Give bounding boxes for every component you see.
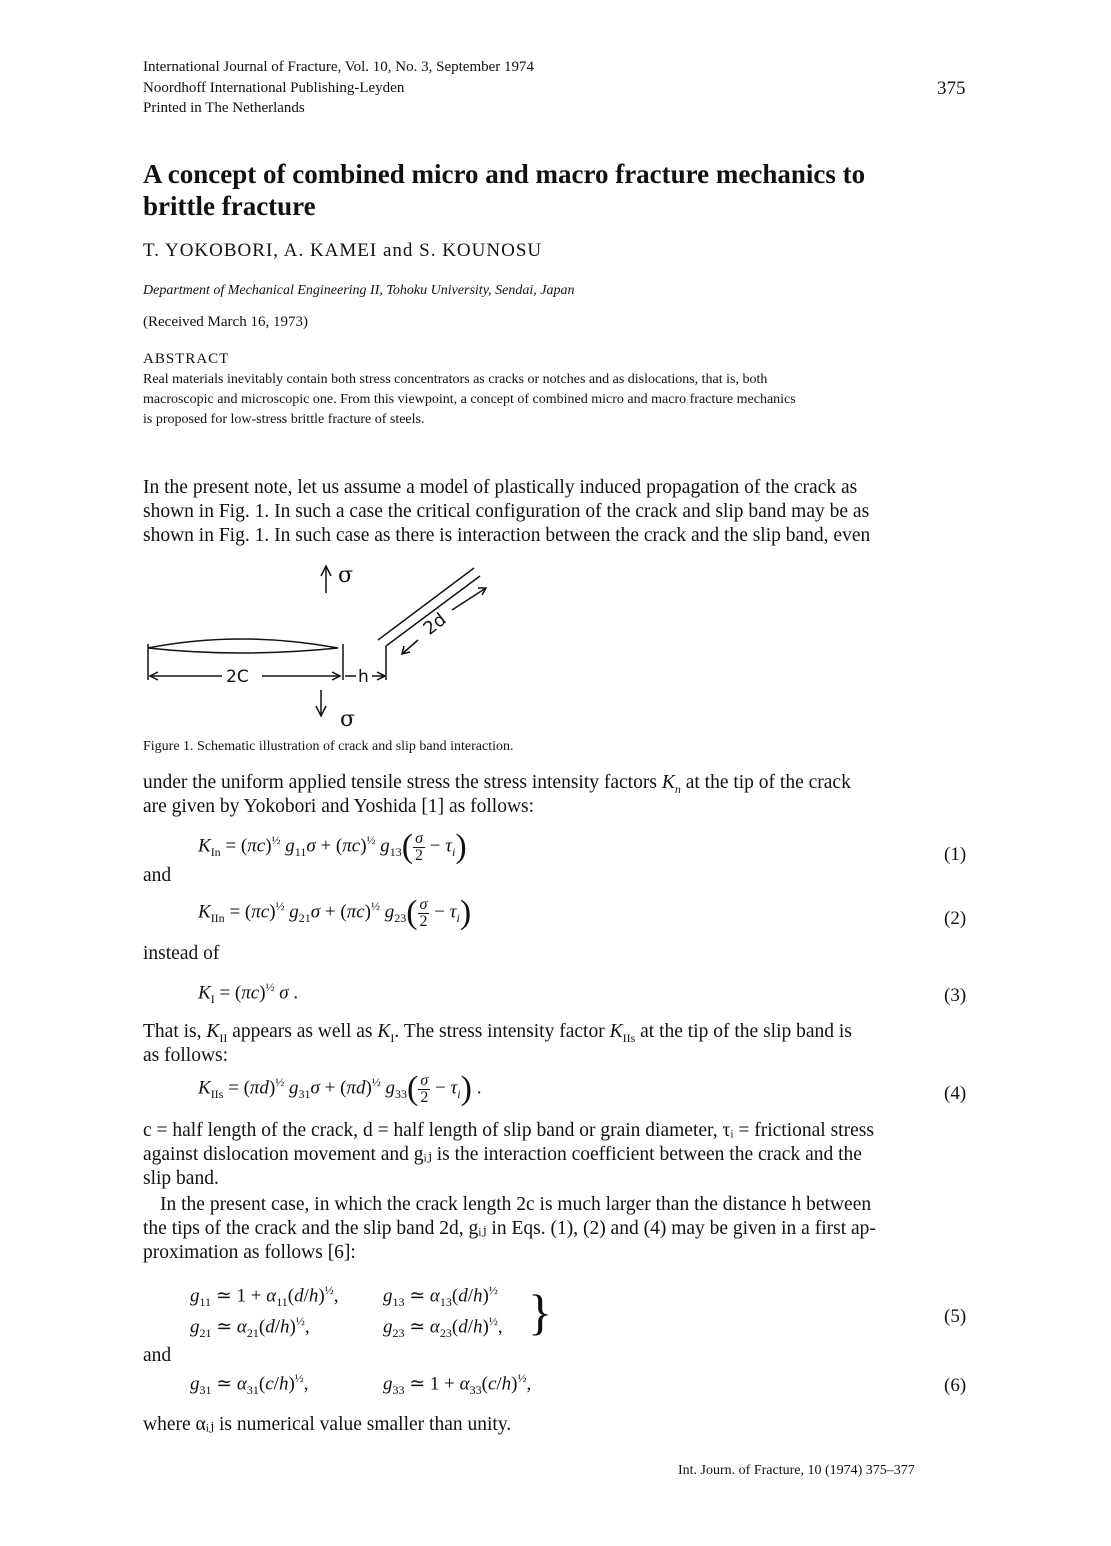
p4-line-1: In the present case, in which the crack length 2c is much larger than the distance h between bbox=[160, 1194, 872, 1215]
p3-line-3: slip band. bbox=[143, 1168, 219, 1189]
equation-3: $K_I = (\pi c)^{\frac{1}{2}}$ σ . bbox=[198, 980, 299, 1007]
publisher-line: Noordhoff International Publishing-Leyden bbox=[143, 80, 405, 96]
label-h: h bbox=[358, 667, 369, 687]
label-2c: 2C bbox=[226, 667, 249, 687]
equation-1: $K_{In} = (\pi c)^{\frac{1}{2}}$ $g_{11}\sigma + (\pi c)^{\frac{1}{2}}$ $g_{13}$( $\frac{\sigma}{2}$ − $\tau_i$) bbox=[198, 828, 467, 865]
intro-line-1: In the present note, let us assume a model of plastically induced propagation of the crack as bbox=[143, 477, 858, 498]
sigma-bottom-label: σ bbox=[340, 707, 356, 732]
equation-4-number: (4) bbox=[944, 1083, 967, 1104]
abstract-heading: ABSTRACT bbox=[143, 351, 230, 367]
equation-2: $K_{IIn} = (\pi c)^{\frac{1}{2}}$ $g_{21}\sigma + (\pi c)^{\frac{1}{2}}$ $g_{23}$( $\frac{\sigma}{2}$ − $\tau_i$) bbox=[198, 894, 472, 931]
intro-line-3: shown in Fig. 1. In such case as there is interaction between the crack and the slip band, even bbox=[143, 525, 871, 546]
instead-of: instead of bbox=[143, 943, 220, 964]
final-line: where αᵢⱼ is numerical value smaller than unity. bbox=[143, 1414, 512, 1435]
and-1: and bbox=[143, 865, 172, 886]
equation-3-number: (3) bbox=[944, 985, 967, 1006]
p3-line-2: against dislocation movement and gᵢⱼ is the interaction coefficient between the crack and the bbox=[143, 1144, 862, 1165]
p4-line-3: proximation as follows [6]: bbox=[143, 1242, 356, 1263]
equation-5a: $g_{11}$ ≃ $1 + \alpha_{11}(d/h)^{\frac{1}{2}}$, bbox=[190, 1283, 339, 1310]
equation-6b: $g_{33}$ ≃ $1 + \alpha_{33}(c/h)^{\frac{1}{2}}$, bbox=[383, 1371, 532, 1398]
equation-6-number: (6) bbox=[944, 1375, 967, 1396]
affiliation: Department of Mechanical Engineering II, Tohoku University, Sendai, Japan bbox=[143, 283, 575, 298]
p2-line-2: as follows: bbox=[143, 1045, 229, 1066]
equation-5-number: (5) bbox=[944, 1306, 967, 1327]
equation-5d: $g_{23}$ ≃ $\alpha_{23}(d/h)^{\frac{1}{2}}$, bbox=[383, 1314, 503, 1341]
figure-crack-slip-band bbox=[140, 558, 500, 733]
title-line-1: A concept of combined micro and macro fracture mechanics to bbox=[143, 159, 866, 189]
abstract-line-3: is proposed for low-stress brittle fracture of steels. bbox=[143, 412, 425, 427]
p3-line-1: c = half length of the crack, d = half length of slip band or grain diameter, τᵢ = frictional stress bbox=[143, 1120, 874, 1141]
p1-line-1: under the uniform applied tensile stress the stress intensity factors $K_n$ at the tip of the crack bbox=[143, 772, 851, 796]
equation-5-brace: } bbox=[528, 1284, 552, 1340]
and-2: and bbox=[143, 1345, 172, 1366]
figure-caption: Figure 1. Schematic illustration of crack and slip band interaction. bbox=[143, 739, 514, 754]
received-date: (Received March 16, 1973) bbox=[143, 314, 308, 330]
authors: T. YOKOBORI, A. KAMEI and S. KOUNOSU bbox=[143, 240, 543, 261]
equation-4: $K_{IIs} = (\pi d)^{\frac{1}{2}}$ $g_{31}\sigma + (\pi d)^{\frac{1}{2}}$ $g_{33}$( $\frac{\sigma}{2}$ − $\tau_i$) . bbox=[198, 1070, 482, 1107]
p1-line-2: are given by Yokobori and Yoshida [1] as follows: bbox=[143, 796, 535, 817]
intro-line-2: shown in Fig. 1. In such a case the critical configuration of the crack and slip band may be as bbox=[143, 501, 870, 522]
journal-line: International Journal of Fracture, Vol. 10, No. 3, September 1974 bbox=[143, 59, 535, 75]
printed-line: Printed in The Netherlands bbox=[143, 100, 305, 116]
equation-6a: $g_{31}$ ≃ $\alpha_{31}(c/h)^{\frac{1}{2}}$, bbox=[190, 1371, 309, 1398]
sigma-top-label: σ bbox=[338, 563, 354, 588]
page-number: 375 bbox=[937, 78, 966, 99]
equation-5b: $g_{13}$ ≃ $\alpha_{13}(d/h)^{\frac{1}{2}}$ bbox=[383, 1283, 498, 1310]
title-line-2: brittle fracture bbox=[143, 191, 316, 221]
crack-shape bbox=[148, 639, 338, 653]
footer-citation: Int. Journ. of Fracture, 10 (1974) 375–377 bbox=[678, 1463, 915, 1478]
equation-2-number: (2) bbox=[944, 908, 967, 929]
equation-5c: $g_{21}$ ≃ $\alpha_{21}(d/h)^{\frac{1}{2}}$, bbox=[190, 1314, 310, 1341]
p2-line-1: That is, $K_{II}$ appears as well as $K_I$. The stress intensity factor $K_{IIs}$ at the tip of the slip band is bbox=[143, 1021, 852, 1045]
abstract-line-2: macroscopic and microscopic one. From this viewpoint, a concept of combined micro and macro fracture mechanics bbox=[143, 392, 796, 407]
label-2d: 2d bbox=[419, 608, 451, 640]
p4-line-2: the tips of the crack and the slip band 2d, gᵢⱼ in Eqs. (1), (2) and (4) may be given in a first ap- bbox=[143, 1218, 876, 1239]
equation-1-number: (1) bbox=[944, 844, 967, 865]
abstract-line-1: Real materials inevitably contain both stress concentrators as cracks or notches and as dislocations, that is, both bbox=[143, 372, 768, 387]
